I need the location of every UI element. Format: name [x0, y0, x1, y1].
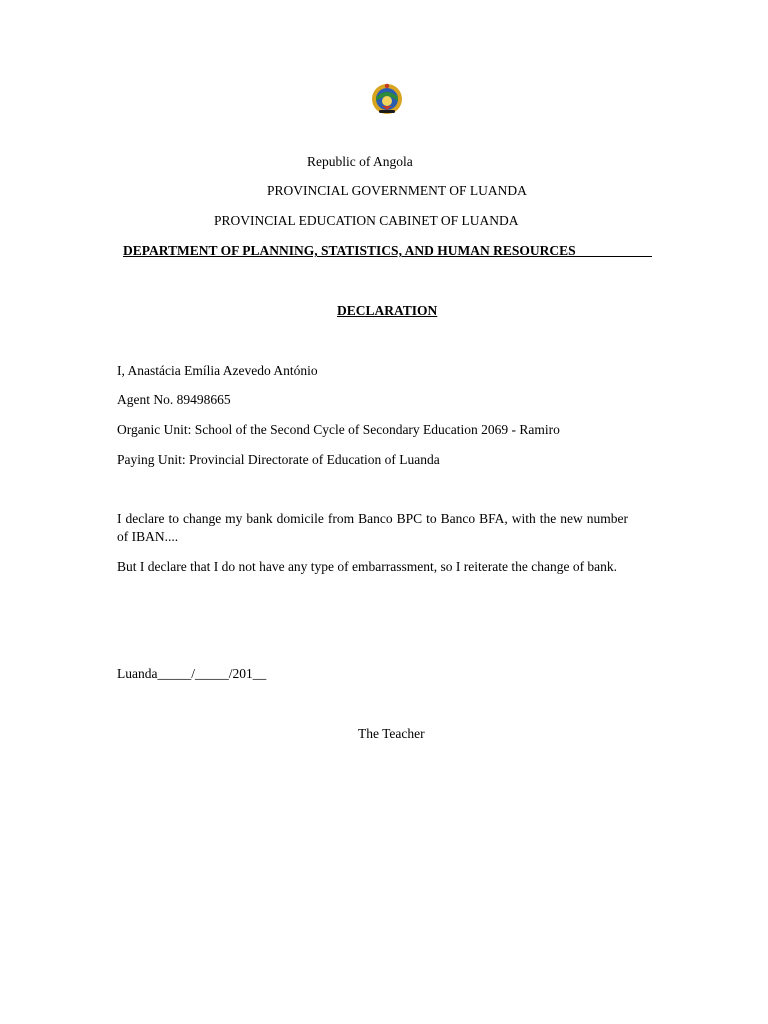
- header-government: PROVINCIAL GOVERNMENT OF LUANDA: [267, 183, 527, 198]
- signature-label: The Teacher: [358, 726, 425, 741]
- paying-unit: Paying Unit: Provincial Directorate of Education of Luanda: [117, 452, 440, 467]
- agent-number: Agent No. 89498665: [117, 392, 231, 407]
- declaration-paragraph-1: I declare to change my bank domicile from Banco BPC to Banco BFA, with the new number of IBAN....: [117, 511, 628, 544]
- header-cabinet: PROVINCIAL EDUCATION CABINET OF LUANDA: [214, 213, 519, 228]
- header-republic: Republic of Angola: [307, 154, 413, 169]
- organic-unit: Organic Unit: School of the Second Cycle of Secondary Education 2069 - Ramiro: [117, 422, 560, 437]
- department-underline-rule: [570, 256, 652, 257]
- header-department: DEPARTMENT OF PLANNING, STATISTICS, AND HUMAN RESOURCES: [123, 243, 576, 258]
- place-date-line: Luanda_____/_____/201__: [117, 666, 267, 681]
- declarant-name: I, Anastácia Emília Azevedo António: [117, 363, 318, 378]
- document-title: DECLARATION: [337, 303, 438, 318]
- coat-of-arms-icon: [370, 82, 404, 116]
- declaration-paragraph-2: But I declare that I do not have any type of embarrassment, so I reiterate the change of bank.: [117, 559, 618, 574]
